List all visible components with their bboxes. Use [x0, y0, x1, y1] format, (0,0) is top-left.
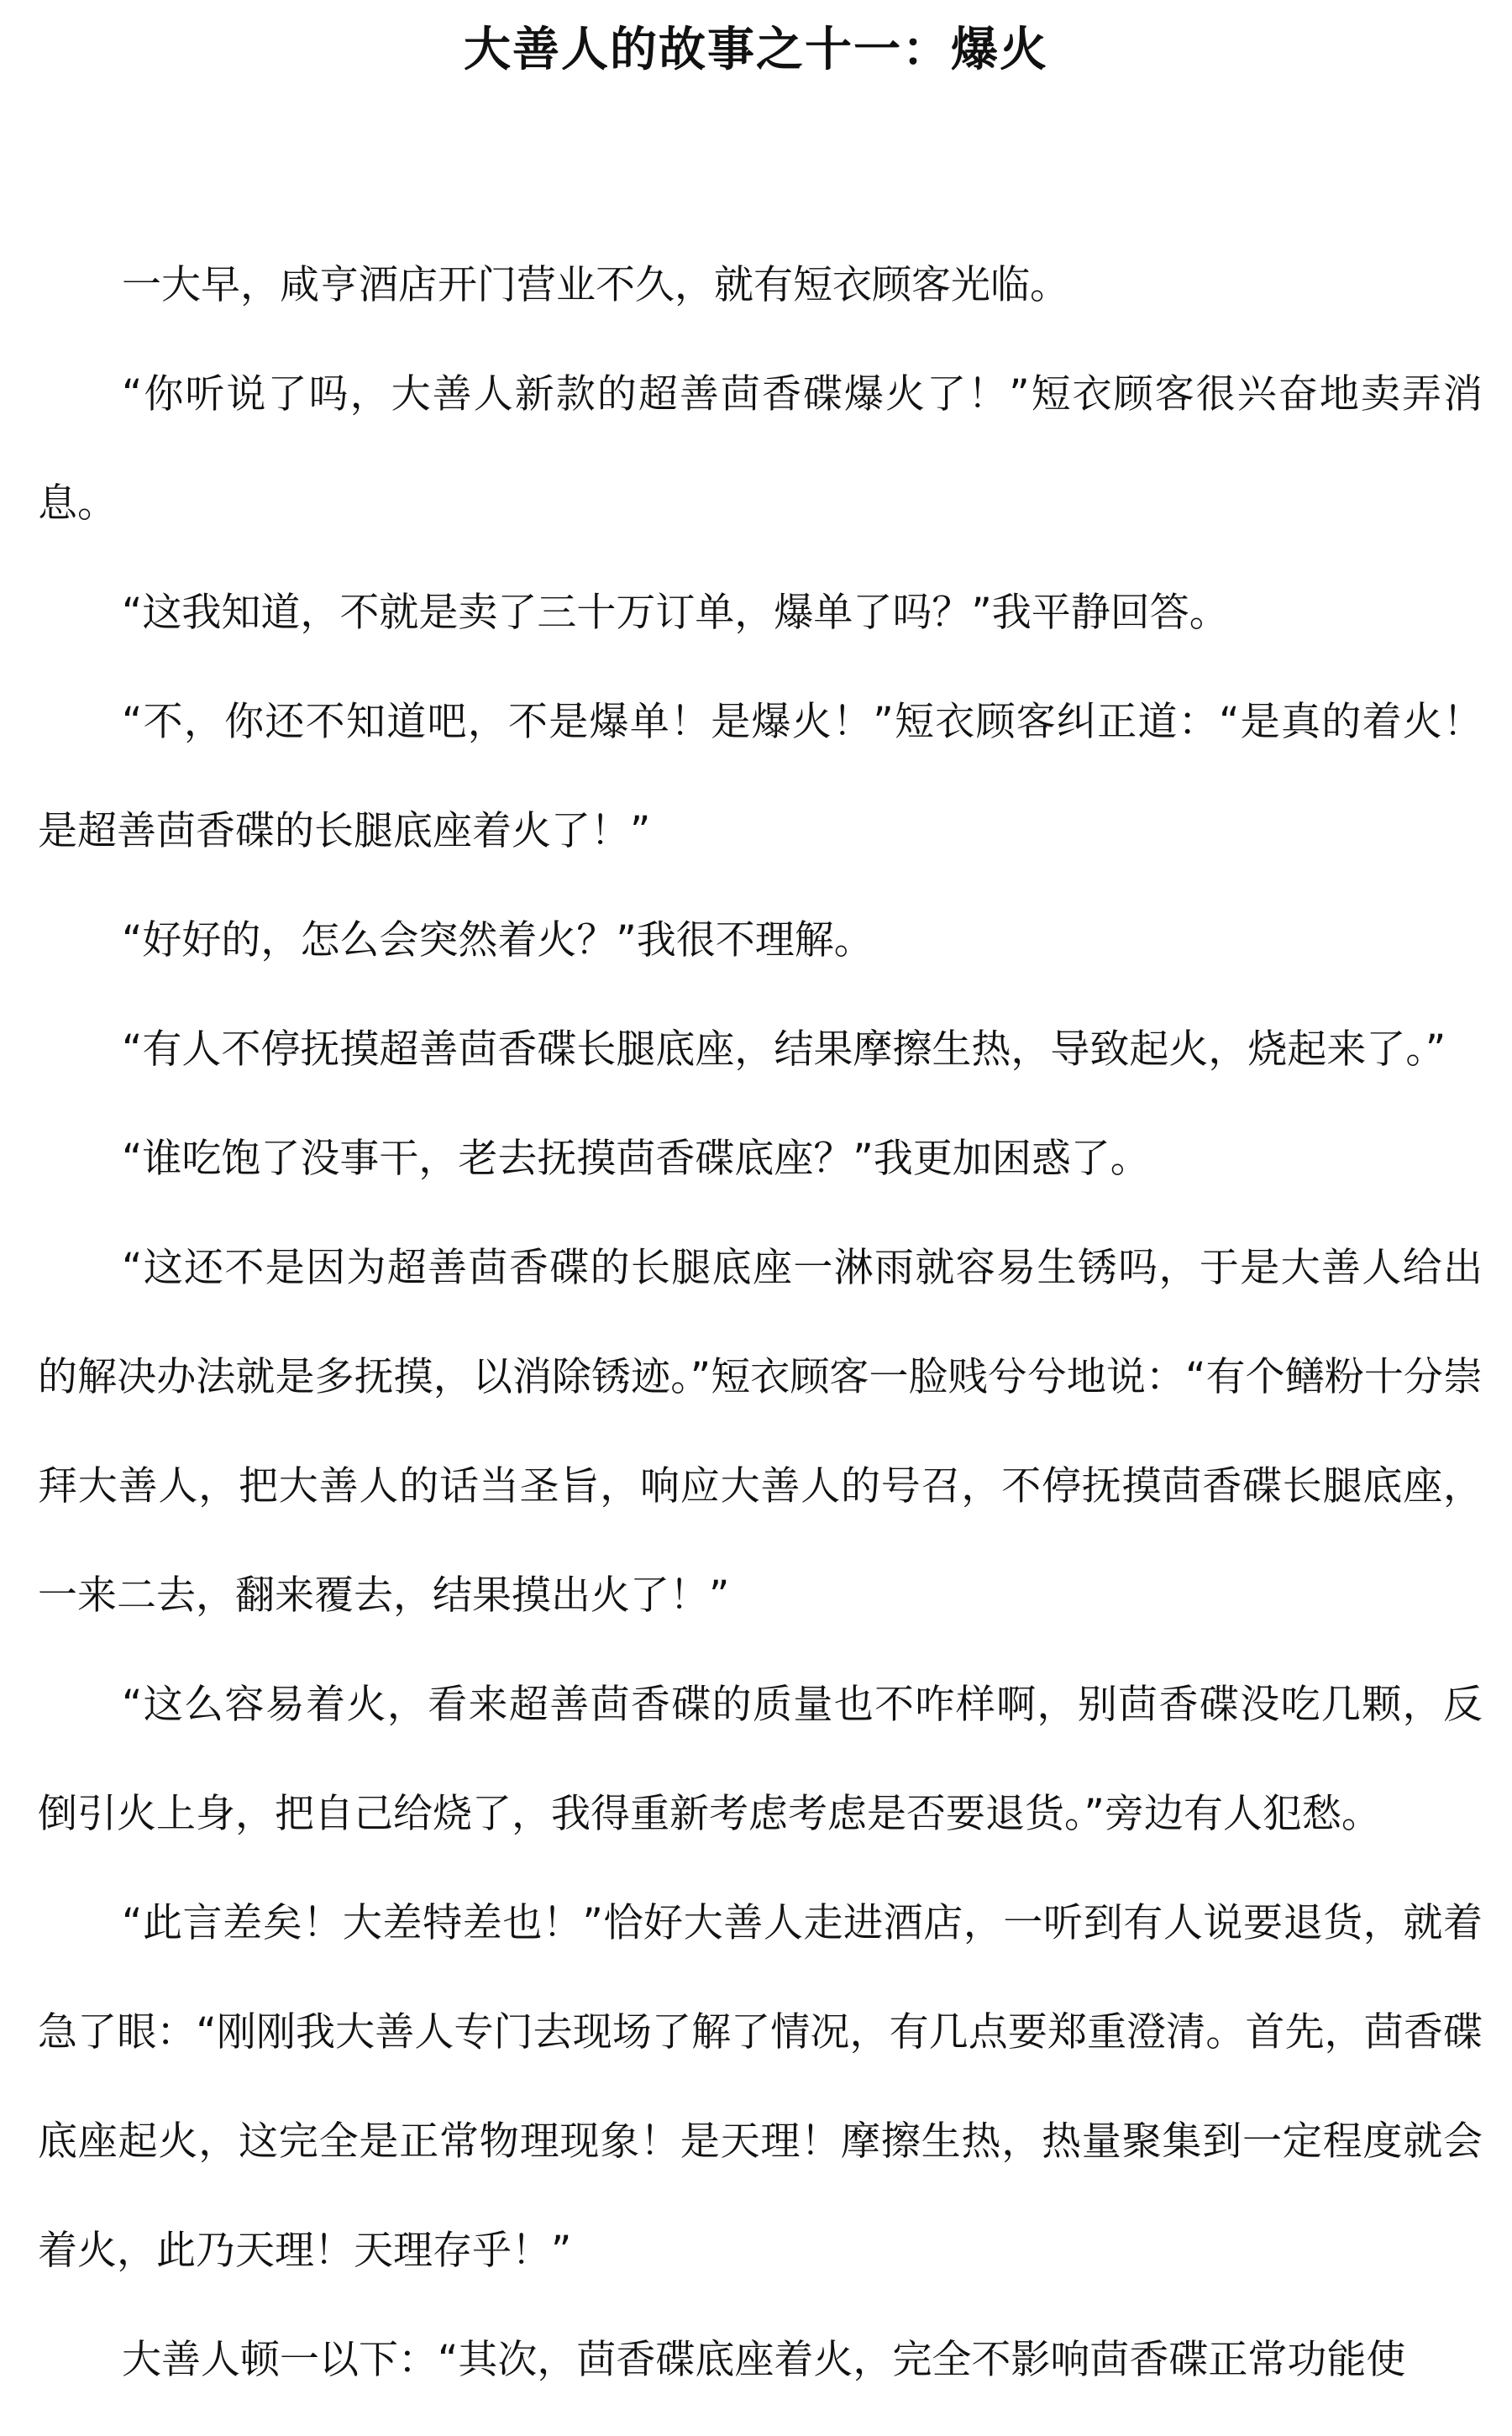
- paragraph-4: “不，你还不知道吧，不是爆单！是爆火！”短衣顾客纠正道：“是真的着火！是超善茴香碟的长腿底座着火了！”: [38, 699, 1483, 854]
- paragraph-3: “这我知道，不就是卖了三十万订单，爆单了吗？”我平静回答。: [122, 590, 1229, 636]
- paragraph-6: “有人不停抚摸超善茴香碟长腿底座，结果摩擦生热，导致起火，烧起来了。”: [122, 1026, 1446, 1073]
- paragraph-9: “这么容易着火，看来超善茴香碟的质量也不咋样啊，别茴香碟没吃几颗，反倒引火上身，把自己给烧了，我得重新考虑考虑是否要退货。”旁边有人犯愁。: [38, 1682, 1483, 1837]
- paragraph-2: “你听说了吗，大善人新款的超善茴香碟爆火了！”短衣顾客很兴奋地卖弄消息。: [38, 371, 1483, 527]
- paragraph-1: 一大早，咸亨酒店开门营业不久，就有短衣顾客光临。: [122, 262, 1069, 308]
- paragraph-5: “好好的，怎么会突然着火？”我很不理解。: [122, 917, 874, 963]
- page-title: 大善人的故事之十一：爆火: [464, 23, 1048, 77]
- paragraph-10: “此言差矣！大差特差也！”恰好大善人走进酒店，一听到有人说要退货，就着急了眼：“刚刚我大善人专门去现场了解了情况，有几点要郑重澄清。首先，茴香碟底座起火，这完全是正常物理现象！是天理！摩擦生热，热量聚集到一定程度就会着火，此乃天理！天理存乎！”: [38, 1900, 1483, 2274]
- paragraph-8: “这还不是因为超善茴香碟的长腿底座一淋雨就容易生锈吗，于是大善人给出的解决办法就是多抚摸，以消除锈迹。”短衣顾客一脸贱兮兮地说：“有个鳝粉十分崇拜大善人，把大善人的话当圣旨，响应大善人的号召，不停抚摸茴香碟长腿底座，一来二去，翻来覆去，结果摸出火了！”: [38, 1245, 1483, 1619]
- paragraph-7: “谁吃饱了没事干，老去抚摸茴香碟底座？”我更加困惑了。: [122, 1136, 1150, 1182]
- article-body: [38, 231, 1483, 2415]
- paragraph-11: 大善人顿一以下：“其次，茴香碟底座着火，完全不影响茴香碟正常功能使: [122, 2337, 1406, 2383]
